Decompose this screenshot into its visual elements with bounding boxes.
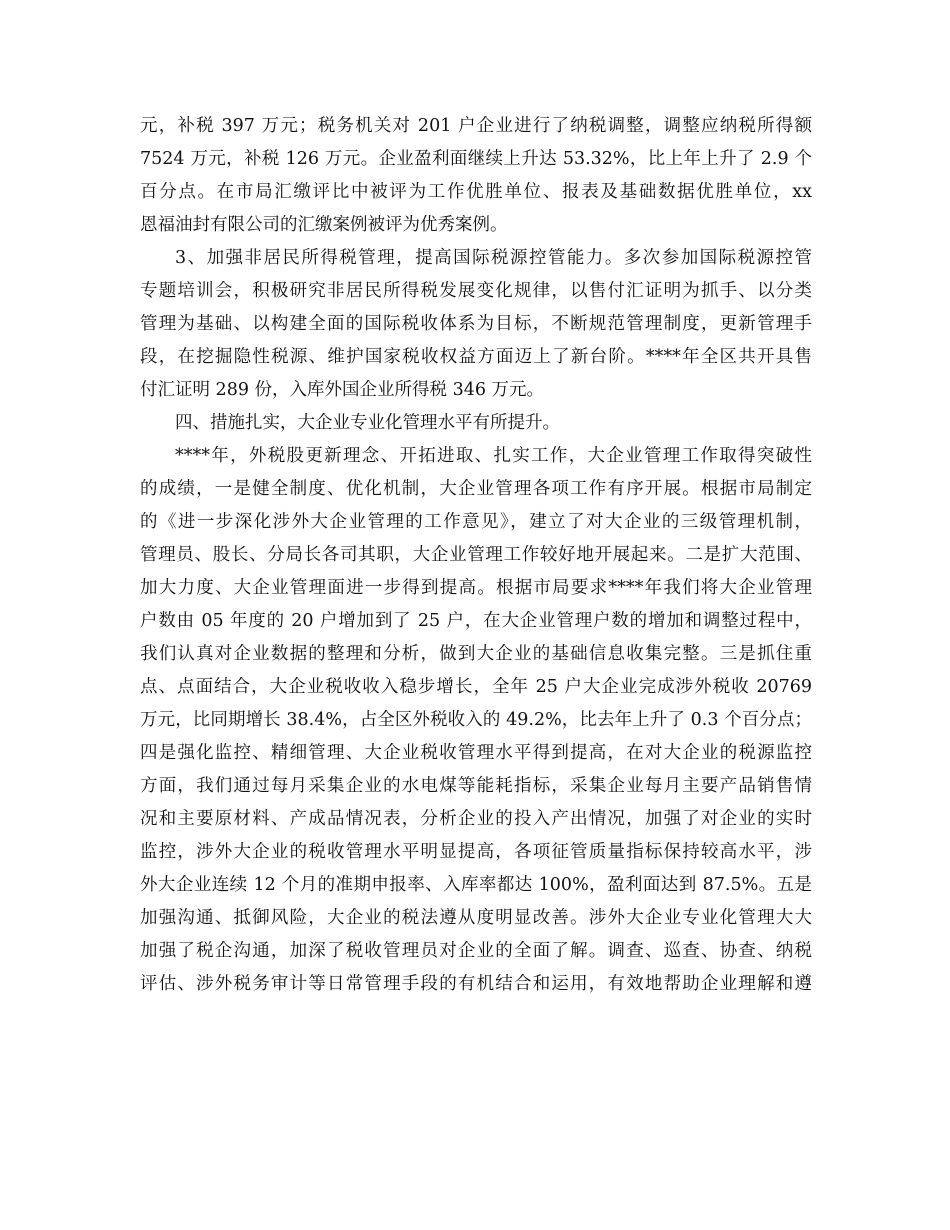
text-line: 万元，比同期增长 38.4%，占全区外税收入的 49.2%，比去年上升了 0.3 个百分点；: [140, 710, 812, 730]
text-line: 的成绩，一是健全制度、优化机制，大企业管理各项工作有序开展。根据市局制定: [140, 479, 812, 499]
paragraph: [140, 407, 812, 440]
document-body: [140, 110, 812, 1001]
text-line: 加强了税企沟通，加深了税收管理员对企业的全面了解。调查、巡查、协查、纳税: [140, 941, 812, 961]
paragraph: [140, 440, 812, 1001]
text-line: 加大力度、大企业管理面进一步得到提高。根据市局要求****年我们将大企业管理: [140, 578, 812, 598]
text-line: 外大企业连续 12 个月的准期申报率、入库率都达 100%，盈利面达到 87.5%。五是: [140, 875, 812, 895]
text-line: 我们认真对企业数据的整理和分析，做到大企业的基础信息收集完整。三是抓住重: [140, 644, 812, 664]
text-line: 点、点面结合，大企业税收收入稳步增长，全年 25 户大企业完成涉外税收 20769: [140, 677, 812, 697]
text-line: 监控，涉外大企业的税收管理水平明显提高，各项征管质量指标保持较高水平，涉: [140, 842, 812, 862]
text-line: 况和主要原材料、产成品情况表，分析企业的投入产出情况，加强了对企业的实时: [140, 809, 812, 829]
text-line: 专题培训会，积极研究非居民所得税发展变化规律，以售付汇证明为抓手、以分类: [140, 281, 812, 301]
paragraph: [140, 242, 812, 407]
text-line: 7524 万元，补税 126 万元。企业盈利面继续上升达 53.32%，比上年上升了 2.9 个: [140, 149, 812, 169]
text-line: 百分点。在市局汇缴评比中被评为工作优胜单位、报表及基础数据优胜单位，xx: [140, 182, 812, 202]
text-line: 恩福油封有限公司的汇缴案例被评为优秀案例。: [140, 215, 508, 235]
text-line: 段，在挖掘隐性税源、维护国家税收权益方面迈上了新台阶。****年全区共开具售: [140, 347, 812, 367]
text-line: 四是强化监控、精细管理、大企业税收管理水平得到提高，在对大企业的税源监控: [140, 743, 812, 763]
text-line: ****年，外税股更新理念、开拓进取、扎实工作，大企业管理工作取得突破性: [175, 446, 812, 466]
text-line: 户数由 05 年度的 20 户增加到了 25 户，在大企业管理户数的增加和调整过程中，: [140, 611, 812, 631]
paragraph: [140, 110, 812, 242]
text-line: 元，补税 397 万元；税务机关对 201 户企业进行了纳税调整，调整应纳税所得额: [140, 116, 812, 136]
text-line: 四、措施扎实，大企业专业化管理水平有所提升。: [175, 413, 560, 433]
text-line: 管理为基础、以构建全面的国际税收体系为目标，不断规范管理制度，更新管理手: [140, 314, 812, 334]
text-line: 评估、涉外税务审计等日常管理手段的有机结合和运用，有效地帮助企业理解和遵: [140, 974, 812, 994]
text-line: 方面，我们通过每月采集企业的水电煤等能耗指标，采集企业每月主要产品销售情: [140, 776, 812, 796]
text-line: 付汇证明 289 份，入库外国企业所得税 346 万元。: [140, 380, 545, 400]
text-line: 管理员、股长、分局长各司其职，大企业管理工作较好地开展起来。二是扩大范围、: [140, 545, 812, 565]
text-line: 的《进一步深化涉外大企业管理的工作意见》，建立了对大企业的三级管理机制，: [140, 512, 812, 532]
text-line: 加强沟通、抵御风险，大企业的税法遵从度明显改善。涉外大企业专业化管理大大: [140, 908, 812, 928]
text-line: 3、加强非居民所得税管理，提高国际税源控管能力。多次参加国际税源控管: [175, 248, 812, 268]
